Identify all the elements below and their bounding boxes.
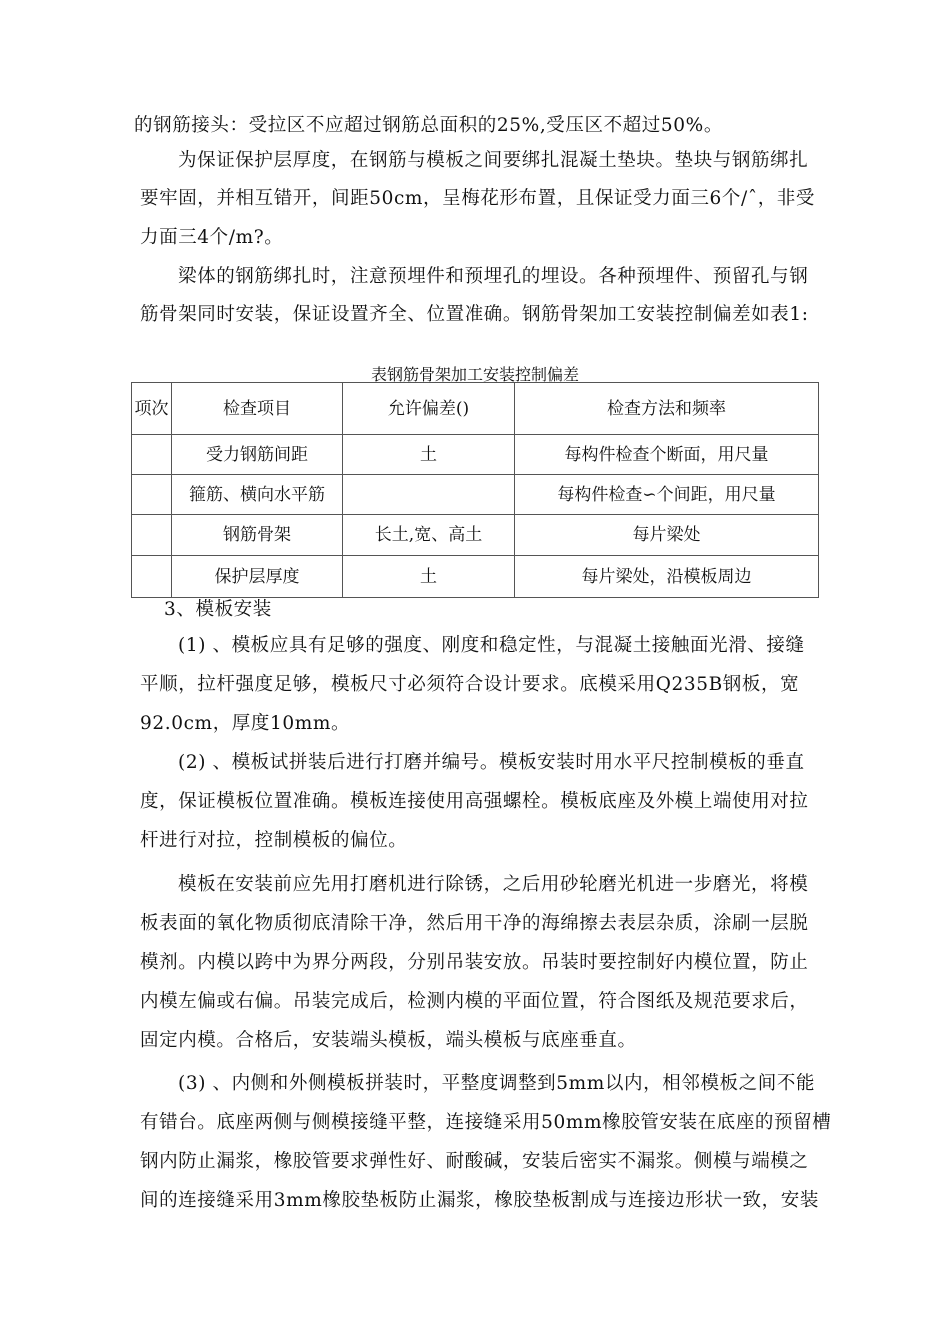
table-cell: 土 (343, 556, 515, 598)
header-cell: 允许偏差() (343, 383, 515, 435)
paragraph-line: 力面三4个/m?。 (140, 227, 284, 248)
table-row (132, 515, 819, 556)
paragraph-line: 模板在安装前应先用打磨机进行除锈，之后用砂轮磨光机进一步磨光，将模 (178, 874, 809, 895)
table-cell (132, 475, 172, 515)
table-cell (132, 515, 172, 556)
table-cell (132, 435, 172, 475)
table-row (132, 435, 819, 475)
table-cell: 长土,宽、高土 (343, 515, 515, 556)
table-cell: 箍筋、横向水平筋 (172, 475, 343, 515)
table-header-row (132, 383, 819, 435)
paragraph-line: 间的连接缝采用3mm橡胶垫板防止漏浆，橡胶垫板割成与连接边形状一致，安装 (140, 1190, 819, 1211)
table-row (132, 556, 819, 598)
paragraph-line: 92.0cm，厚度10mm。 (140, 713, 351, 734)
table-cell: 受力钢筋间距 (172, 435, 343, 475)
table-cell: 钢筋骨架 (172, 515, 343, 556)
paragraph-line: 杆进行对拉，控制模板的偏位。 (140, 830, 408, 851)
table-row (132, 475, 819, 515)
paragraph-line: 为保证保护层厚度，在钢筋与模板之间要绑扎混凝土垫块。垫块与钢筋绑扎 (178, 150, 809, 171)
paragraph-line: 内模左偏或右偏。吊装完成后，检测内模的平面位置，符合图纸及规范要求后， (140, 991, 809, 1012)
table-caption: 表钢筋骨架加工安装控制偏差 (370, 365, 579, 384)
paragraph-line: 固定内模。合格后，安装端头模板，端头模板与底座垂直。 (140, 1030, 637, 1051)
table-cell (343, 475, 515, 515)
header-cell: 检查方法和频率 (515, 383, 819, 435)
paragraph-line: 的钢筋接头：受拉区不应超过钢筋总面积的25%,受压区不超过50%。 (134, 115, 723, 136)
section-heading: 3、模板安装 (164, 599, 272, 620)
paragraph-line: 板表面的氧化物质彻底清除干净，然后用干净的海绵擦去表层杂质，涂刷一层脱 (140, 913, 809, 934)
paragraph-line: (1) 、模板应具有足够的强度、刚度和稳定性，与混凝土接触面光滑、接缝 (178, 635, 805, 656)
table-cell: 每片梁处 (515, 515, 819, 556)
table-cell: 土 (343, 435, 515, 475)
paragraph-line: 钢内防止漏浆，橡胶管要求弹性好、耐酸碱，安装后密实不漏浆。侧模与端模之 (140, 1151, 809, 1172)
table-cell: 每构件检查个断面，用尺量 (515, 435, 819, 475)
paragraph-line: (3) 、内侧和外侧模板拼装时，平整度调整到5mm以内，相邻模板之间不能 (178, 1073, 816, 1094)
paragraph-line: 要牢固，并相互错开，间距50cm，呈梅花形布置，且保证受力面三6个/ˆ，非受 (140, 188, 815, 209)
header-cell: 项次 (132, 383, 172, 435)
paragraph-line: 平顺，拉杆强度足够，模板尺寸必须符合设计要求。底模采用Q235B钢板，宽 (140, 674, 800, 695)
header-cell: 检查项目 (172, 383, 343, 435)
paragraph-line: 度，保证模板位置准确。模板连接使用高强螺栓。模板底座及外模上端使用对拉 (140, 791, 809, 812)
paragraph-line: (2) 、模板试拼装后进行打磨并编号。模板安装时用水平尺控制模板的垂直 (178, 752, 805, 773)
table-cell (132, 556, 172, 598)
tolerance-table (131, 382, 819, 598)
table-cell: 保护层厚度 (172, 556, 343, 598)
paragraph-line: 模剂。内模以跨中为界分两段，分别吊装安放。吊装时要控制好内模位置，防止 (140, 952, 809, 973)
table-cell: 每构件检查∽个间距，用尺量 (515, 475, 819, 515)
table-cell: 每片梁处，沿模板周边 (515, 556, 819, 598)
paragraph-line: 有错台。底座两侧与侧模接缝平整，连接缝采用50mm橡胶管安装在底座的预留槽 (140, 1112, 832, 1133)
paragraph-line: 筋骨架同时安装，保证设置齐全、位置准确。钢筋骨架加工安装控制偏差如表1: (140, 304, 809, 325)
paragraph-line: 梁体的钢筋绑扎时，注意预埋件和预埋孔的埋设。各种预埋件、预留孔与钢 (178, 266, 809, 287)
